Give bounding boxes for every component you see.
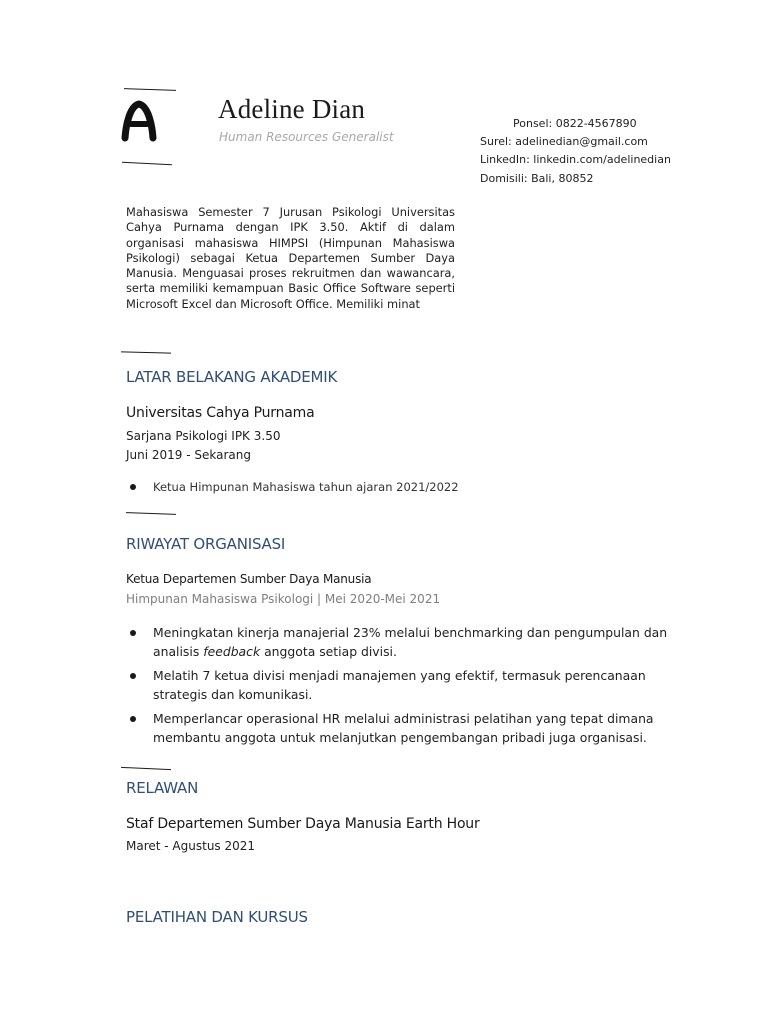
section-title-organization: RIWAYAT ORGANISASI xyxy=(126,535,286,553)
volunteer-position: Staf Departemen Sumber Daya Manusia Earth Hour xyxy=(126,816,480,832)
divider-rule xyxy=(126,512,176,515)
list-item xyxy=(126,478,686,497)
bullet-text: Meningkatan kinerja manajerial 23% melalui benchmarking dan pengumpulan dan analisis xyxy=(153,625,668,659)
bullet-text: Memperlancar operasional HR melalui administrasi pelatihan yang tepat dimana membantu anggota untuk melanjutkan pengembangan pribadi juga organisasi. xyxy=(153,711,654,745)
job-title: Human Resources Generalist xyxy=(219,130,394,144)
volunteer-period: Maret - Agustus 2021 xyxy=(126,839,256,853)
section-title-academic: LATAR BELAKANG AKADEMIK xyxy=(126,368,338,386)
bullet-icon xyxy=(130,630,136,636)
bullet-emphasis: feedback xyxy=(203,643,261,659)
organization-position: Ketua Departemen Sumber Daya Manusia xyxy=(126,572,372,586)
section-title-training: PELATIHAN DAN KURSUS xyxy=(126,908,308,926)
divider-rule xyxy=(122,162,172,166)
list-item xyxy=(126,710,686,747)
academic-bullet-list xyxy=(126,478,686,497)
list-item xyxy=(126,667,686,704)
bullet-icon xyxy=(130,484,136,490)
bullet-icon xyxy=(130,716,136,722)
organization-period: Himpunan Mahasiswa Psikologi | Mei 2020-Mei 2021 xyxy=(126,592,441,606)
study-period: Juni 2019 - Sekarang xyxy=(126,448,251,462)
bullet-icon xyxy=(130,673,136,679)
contact-email: Surel: adelinedian@gmail.com xyxy=(480,135,648,148)
degree-info: Sarjana Psikologi IPK 3.50 xyxy=(126,429,281,443)
bullet-text: anggota setiap divisi. xyxy=(260,643,397,659)
divider-rule xyxy=(121,351,171,353)
divider-rule xyxy=(121,767,171,770)
contact-phone: Ponsel: 0822-4567890 xyxy=(513,117,637,130)
list-item xyxy=(126,624,686,661)
profile-summary: Mahasiswa Semester 7 Jurusan Psikologi Universitas Cahya Purnama dengan IPK 3.50. Aktif di dalam organisasi mahasiswa HIMPSI (Himpunan Mahasiswa Psikologi) sebagai Ketua Departemen Sumber Daya Manusia. Menguasai proses rekruitmen dan wawancara, serta memiliki kemampuan Basic Office Software seperti Microsoft Excel dan Microsoft Office. Memiliki minat xyxy=(126,205,455,311)
person-name: Adeline Dian xyxy=(218,94,366,124)
contact-linkedin: LinkedIn: linkedin.com/adelinedian xyxy=(480,153,671,166)
contact-domicile: Domisili: Bali, 80852 xyxy=(480,172,594,185)
section-title-volunteer: RELAWAN xyxy=(126,779,199,797)
bullet-text: Melatih 7 ketua divisi menjadi manajemen yang efektif, termasuk perencanaan strategis dan komunikasi. xyxy=(153,668,646,702)
bullet-text: Ketua Himpunan Mahasiswa tahun ajaran 2021/2022 xyxy=(153,480,459,494)
monogram-logo xyxy=(121,98,157,142)
organization-bullet-list xyxy=(126,624,686,747)
school-name: Universitas Cahya Purnama xyxy=(126,405,315,421)
divider-rule xyxy=(124,88,176,91)
